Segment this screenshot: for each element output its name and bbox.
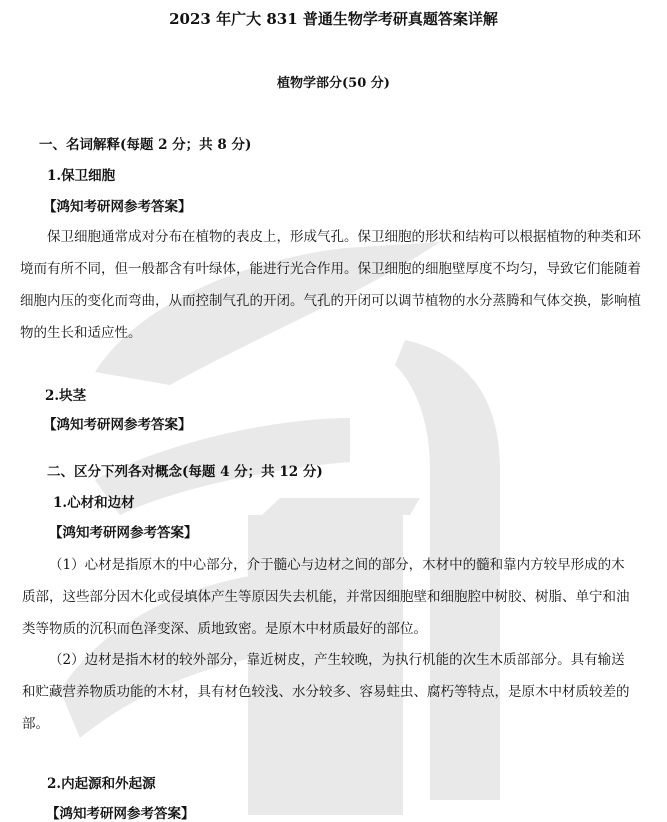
section-heading-1: 一、名词解释(每题 2 分；共 8 分) bbox=[39, 137, 252, 153]
document-subtitle: 植物学部分(50 分) bbox=[277, 76, 390, 91]
answer-paragraph: （1）心材是指原木的中心部分，介于髓心与边材之间的部分，木材中的髓和靠内方较早形成的木质部，这些部分因木化或侵填体产生等原因失去机能，并常因细胞壁和细胞腔中树胶、树脂、单宁和油类等物质的沉积而色泽变深、质地致密。是原木中材质最好的部位。 bbox=[22, 557, 630, 637]
answer-label: 【鸿知考研网参考答案】 bbox=[49, 525, 198, 541]
answer-label: 【鸿知考研网参考答案】 bbox=[43, 199, 192, 215]
answer-label: 【鸿知考研网参考答案】 bbox=[43, 417, 192, 433]
document-title: 2023 年广大 831 普通生物学考研真题答案详解 bbox=[169, 10, 498, 28]
answer-label: 【鸿知考研网参考答案】 bbox=[46, 806, 195, 822]
section-heading-2: 二、区分下列各对概念(每题 4 分；共 12 分) bbox=[47, 464, 323, 480]
answer-paragraph: （2）边材是指木材的较外部分，靠近树皮，产生较晚，为执行机能的次生木质部部分。具有输送和贮藏营养物质功能的木材，具有材色较浅、水分较多、容易蛀虫、腐朽等特点，是原木中材质较差的部。 bbox=[22, 652, 630, 732]
answer-paragraph: 保卫细胞通常成对分布在植物的表皮上，形成气孔。保卫细胞的形状和结构可以根据植物的种类和环境而有所不同，但一般都含有叶绿体，能进行光合作用。保卫细胞的细胞壁厚度不均匀，导致它们能随着细胞内压的变化而弯曲，从而控制气孔的开闭。气孔的开闭可以调节植物的水分蒸腾和气体交换，影响植物的生长和适应性。 bbox=[20, 229, 641, 341]
item-title-guard-cell: 1.保卫细胞 bbox=[47, 168, 116, 184]
item-title-endogenous-exogenous: 2.内起源和外起源 bbox=[47, 776, 156, 792]
item-title-heartwood-sapwood: 1.心材和边材 bbox=[53, 495, 135, 511]
item-title-tuber: 2.块茎 bbox=[45, 388, 87, 404]
